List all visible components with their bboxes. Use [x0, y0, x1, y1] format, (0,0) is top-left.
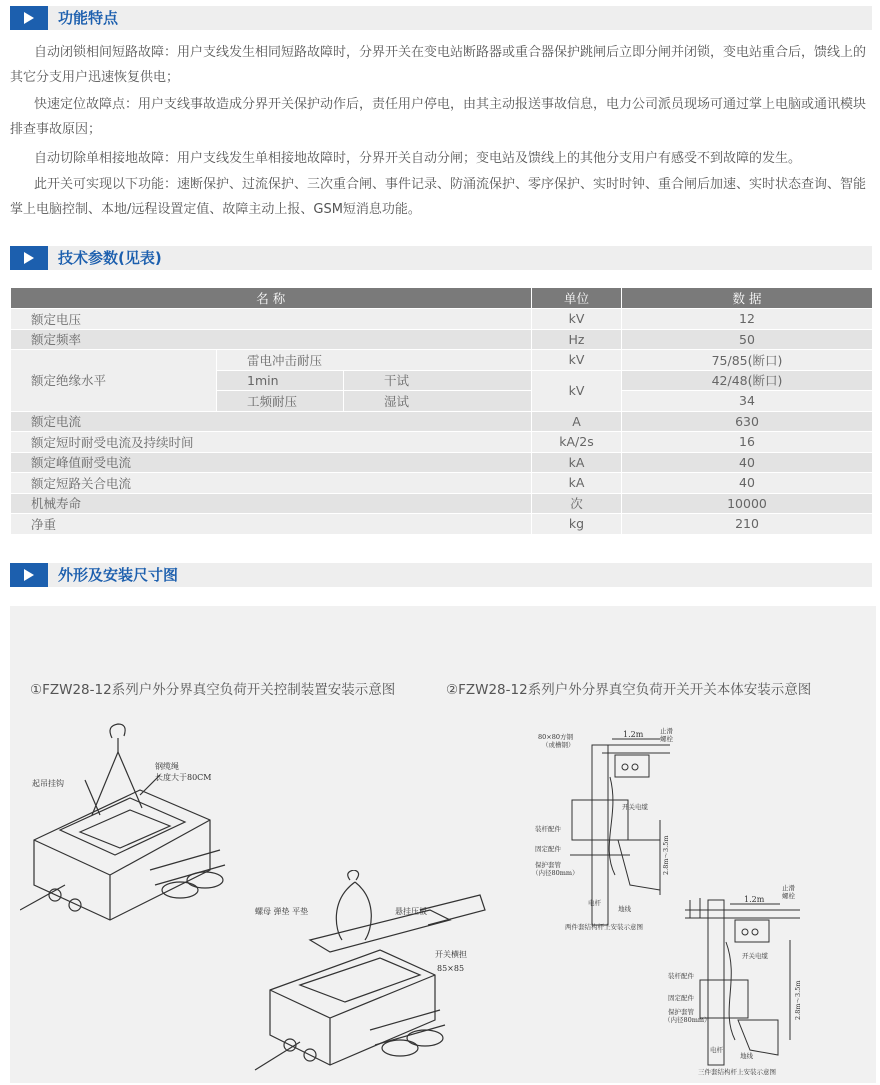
section-marker [10, 563, 48, 587]
table-row: 1min 干试 kV 42/48(断口) [11, 370, 873, 391]
label-wire-rope: 钢缆绳 [155, 762, 179, 771]
label-lifting-hook: 起吊挂钩 [32, 779, 64, 788]
label-cross-arm: 开关横担 [435, 950, 467, 959]
header-value: 数 据 [622, 288, 873, 309]
diagram-caption-1: ①FZW28-12系列户外分界真空负荷开关控制装置安装示意图 [30, 682, 396, 698]
label-nut-washer: 螺母 弹垫 平垫 [255, 907, 309, 916]
feature-paragraph: 自动闭锁相间短路故障：用户支线发生相同短路故障时，分界开关在变电站断路器或重合器保护跳闸后立即分闸并闭锁，变电站重合后，馈线上的其它分支用户迅速恢复供电； [10, 45, 867, 85]
play-icon [24, 569, 34, 581]
section-header-params [10, 246, 872, 270]
label-switch-cable: 开关电缆 [742, 952, 768, 960]
table-row: 额定频率 Hz 50 [11, 329, 873, 350]
label-switch-cable: 开关电缆 [622, 803, 648, 811]
table-row: 净重 kg 210 [11, 514, 873, 535]
section-header-dims [10, 563, 872, 587]
header-unit: 单位 [532, 288, 622, 309]
mounting-diagram [250, 870, 490, 1075]
label-cross-arm-size: 85×85 [437, 964, 465, 973]
label-three-piece: 三件套结构杆上安装示意图 [698, 1068, 776, 1076]
label-height: 2.8m～3.5m [662, 835, 670, 875]
label-sleeve-note: （内径80mm） [532, 869, 579, 877]
label-stop-bolt: 止滑 [782, 884, 795, 892]
section-marker [10, 246, 48, 270]
feature-paragraph: 自动切除单相接地故障：用户支线发生单相接地故障时，分界开关自动分闸；变电站及馈线上的其他分支用户有感受不到故障的发生。 [34, 151, 802, 166]
label-ground: 地线 [618, 905, 631, 913]
label-stop-bolt-2: 螺栓 [782, 892, 795, 900]
header-name: 名 称 [11, 288, 532, 309]
table-row: 额定电流 A 630 [11, 411, 873, 432]
label-dim-1-2m: 1.2m [623, 730, 644, 739]
label-height: 2.8m～3.5m [794, 980, 802, 1020]
table-row: 机械寿命 次 10000 [11, 493, 873, 514]
label-rope-length: 长度大于80CM [155, 773, 212, 782]
label-sleeve: 保护套管 [535, 861, 561, 869]
label-sleeve: 保护套管 [668, 1008, 694, 1016]
section-title: 技术参数(见表) [58, 249, 162, 267]
table-row: 额定峰值耐受电流 kA 40 [11, 452, 873, 473]
diagram-caption-2: ②FZW28-12系列户外分界真空负荷开关开关本体安装示意图 [446, 682, 812, 698]
table-row: 额定绝缘水平 雷电冲击耐压 kV 75/85(断口) [11, 350, 873, 371]
label-two-piece: 两件套结构杆上安装示意图 [565, 923, 643, 931]
section-header-features [10, 6, 872, 30]
label-sleeve-note: （内径80mm） [664, 1016, 711, 1024]
play-icon [24, 252, 34, 264]
table-row: 额定短路关合电流 kA 40 [11, 473, 873, 494]
feature-paragraph: 快速定位故障点：用户支线事故造成分界开关保护动作后，责任用户停电，由其主动报送事故信息，电力公司派员现场可通过掌上电脑或通讯模块排查事故原因； [10, 97, 867, 137]
section-title: 外形及安装尺寸图 [58, 566, 179, 584]
label-dim-1-2m: 1.2m [744, 895, 765, 904]
label-ground: 地线 [740, 1052, 753, 1060]
spec-table [10, 288, 873, 535]
label-hanging-plate: 悬挂压板 [395, 907, 427, 916]
label-stop-bolt-2: 螺栓 [660, 735, 673, 743]
section-title: 功能特点 [58, 9, 119, 27]
play-icon [24, 12, 34, 24]
table-row: 额定短时耐受电流及持续时间 kA/2s 16 [11, 432, 873, 453]
label-fixing: 固定配件 [535, 845, 561, 853]
label-stop-bolt: 止滑 [660, 727, 673, 735]
feature-paragraph: 此开关可实现以下功能：速断保护、过流保护、三次重合闸、事件记录、防涌流保护、零序保护、实时时钟、重合闸后加速、实时状态查询、智能掌上电脑控制、本地/远程设置定值、故障主动上报、GSM短消息功能。 [10, 177, 867, 217]
label-pole: 电杆 [588, 899, 601, 907]
table-row: 工频耐压 湿试 34 [11, 391, 873, 412]
label-steel-note: （或槽钢） [542, 741, 575, 749]
section-marker [10, 6, 48, 30]
lifting-diagram [20, 720, 250, 930]
three-piece-diagram [660, 880, 830, 1080]
table-header-row [11, 288, 873, 309]
label-pole: 电杆 [710, 1046, 723, 1054]
label-fitting: 装杆配件 [668, 972, 694, 980]
label-fixing: 固定配件 [668, 994, 694, 1002]
label-fitting: 装杆配件 [535, 825, 561, 833]
label-steel-size: 80×80方钢 [538, 733, 573, 741]
table-row: 额定电压 kV 12 [11, 309, 873, 330]
